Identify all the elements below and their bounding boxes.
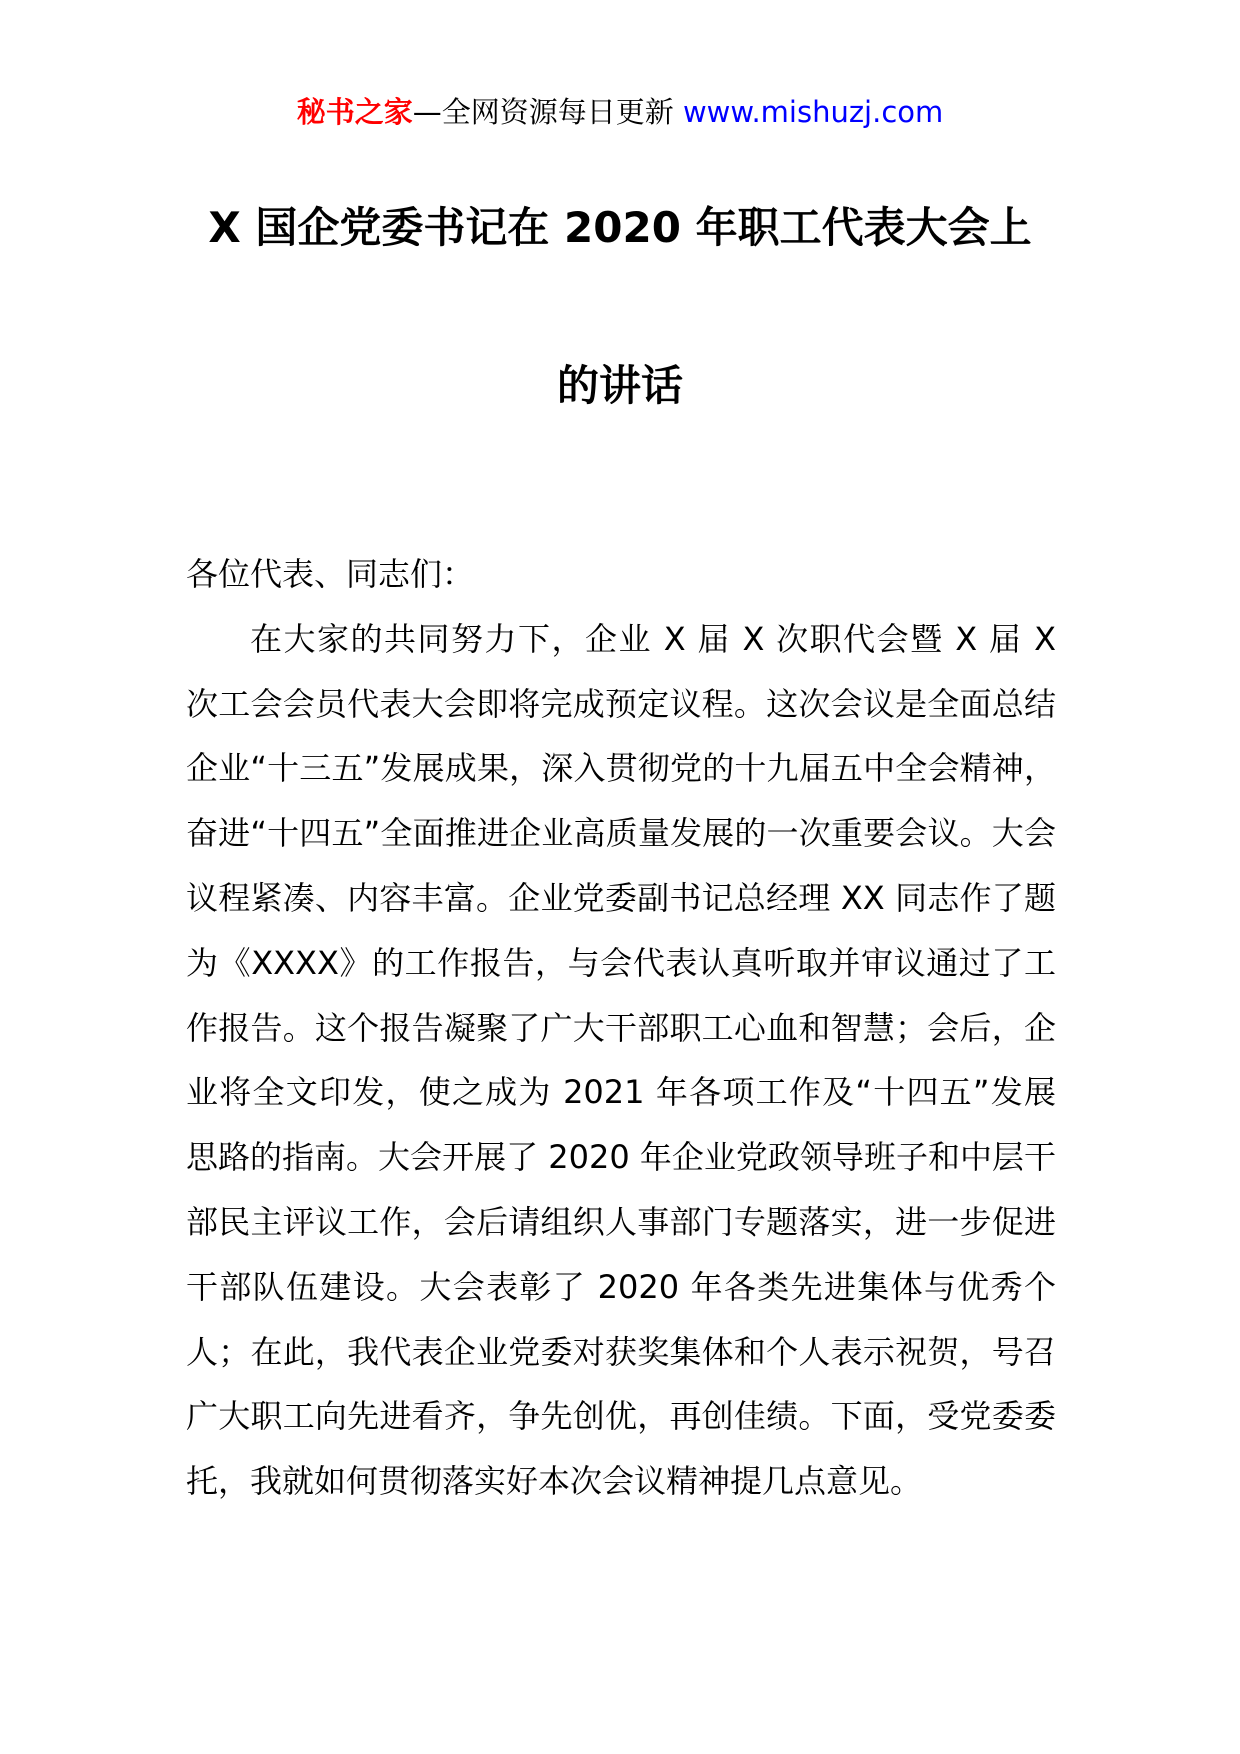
site-header — [0, 92, 1240, 132]
site-url-link[interactable]: www.mishuzj.com — [682, 95, 944, 129]
document-body — [186, 542, 1056, 1514]
document-title-line-2: 的讲话 — [556, 361, 683, 410]
document-title-line-1: X 国企党委书记在 2020 年职工代表大会上 — [208, 203, 1032, 252]
site-brand-name: 秘书之家 — [296, 95, 413, 129]
salutation: 各位代表、同志们： — [186, 555, 475, 593]
body-paragraph: 在大家的共同努力下，企业 X 届 X 次职代会暨 X 届 X 次工会会员代表大会即将完成预定议程。这次会议是全面总结企业“十三五”发展成果，深入贯彻党的十九届五中全会精神，奋进“十四五”全面推进企业高质量发展的一次重要会议。大会议程紧凑、内容丰富。企业党委副书记总经理 XX 同志作了题为《XXXX》的工作报告，与会代表认真听取并审议通过了工作报告。这个报告凝聚了广大干部职工心血和智慧；会后，企业将全文印发，使之成为 2021 年各项工作及“十四五”发展思路的指南。大会开展了 2020 年企业党政领导班子和中层干部民主评议工作，会后请组织人事部门专题落实，进一步促进干部队伍建设。大会表彰了 2020 年各类先进集体与优秀个人；在此，我代表企业党委对获奖集体和个人表示祝贺，号召广大职工向先进看齐，争先创优，再创佳绩。下面，受党委委托，我就如何贯彻落实好本次会议精神提几点意见。 — [186, 619, 1056, 1501]
site-tagline: —全网资源每日更新 — [412, 95, 683, 129]
